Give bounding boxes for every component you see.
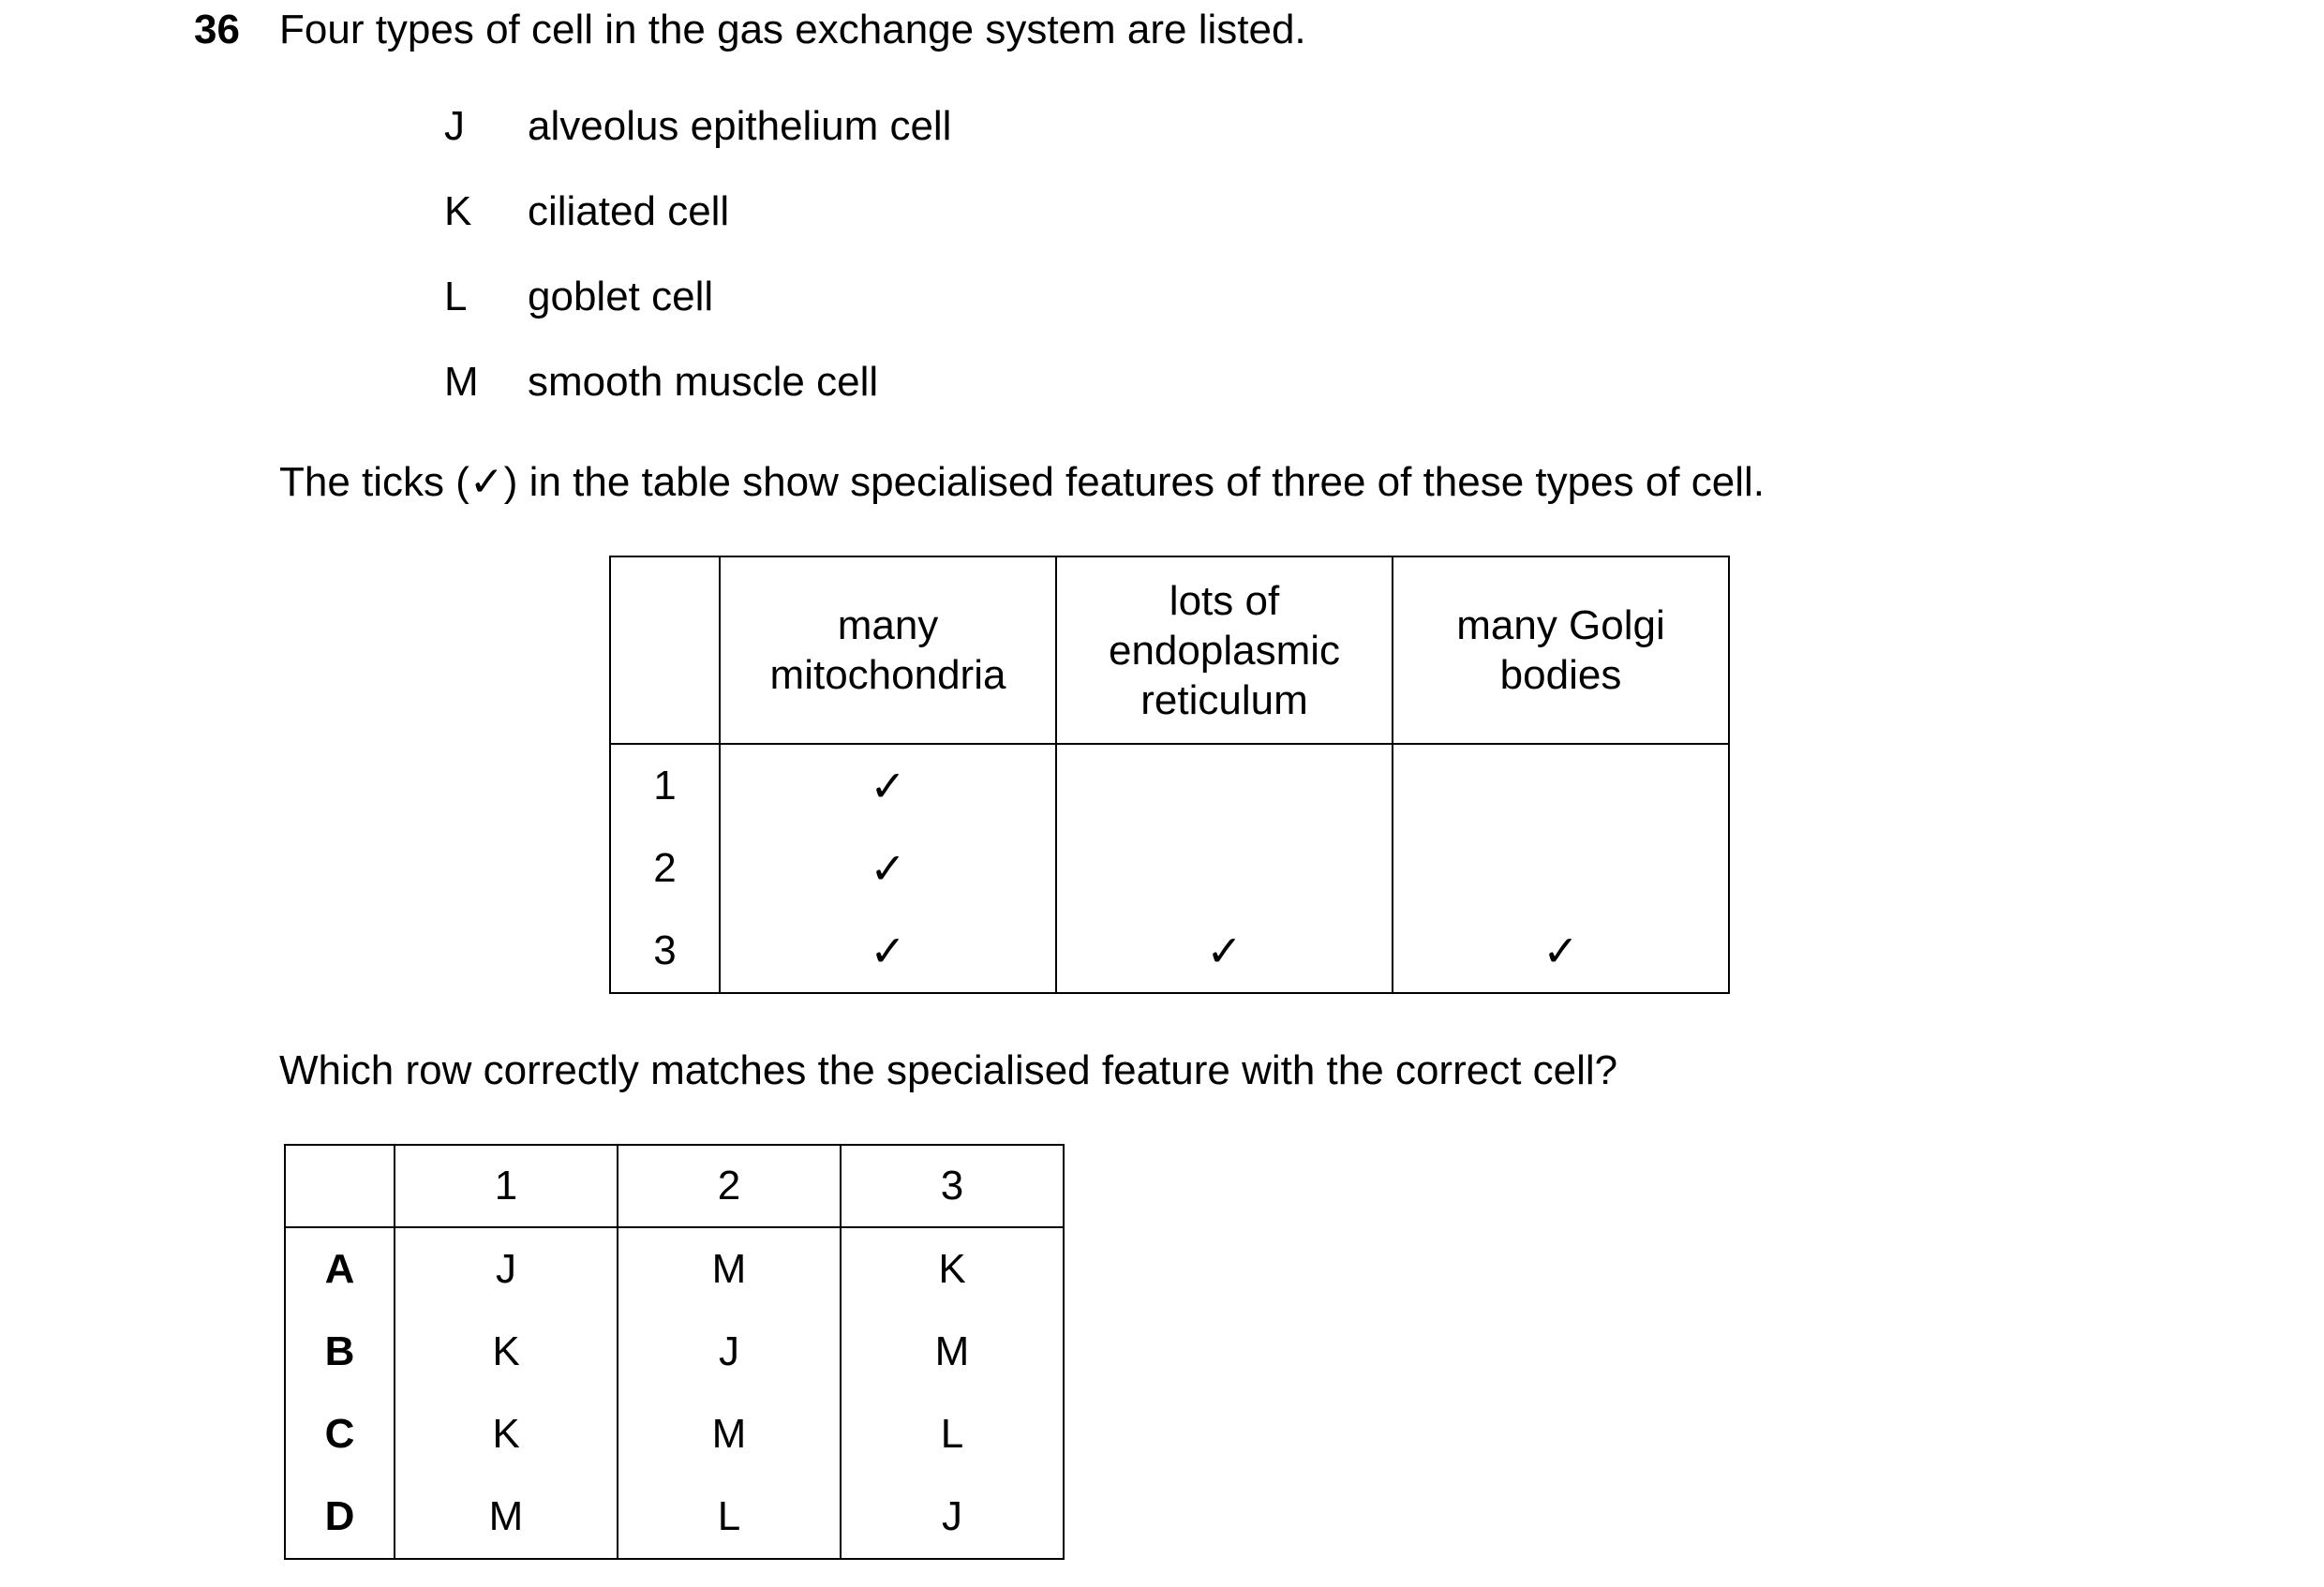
cell-name-m: smooth muscle cell [528, 359, 879, 405]
row-label-column [610, 744, 720, 993]
answer-cell: L [940, 1411, 964, 1457]
option-letter-b[interactable]: B [324, 1328, 355, 1374]
option-letter-d[interactable]: D [324, 1493, 355, 1539]
tick-mark: ✓ [870, 761, 906, 811]
feature-table-corner-cell [610, 556, 720, 744]
cell-letter-m: M [444, 359, 479, 405]
feature-table-body-row [610, 744, 1729, 993]
feature-table-header-row [610, 556, 1729, 744]
answer-table-corner-cell [285, 1145, 395, 1227]
header-line: lots of [1169, 577, 1280, 624]
answer-header-1: 1 [395, 1145, 618, 1227]
cell-name-l: goblet cell [528, 274, 714, 319]
tick-mark [1057, 827, 1392, 910]
header-line: many [837, 602, 939, 648]
question-text: Four types of cell in the gas exchange system are listed. [279, 7, 1306, 52]
answer-table-header-row [285, 1145, 1064, 1227]
answer-column-2 [618, 1227, 841, 1559]
header-line: many Golgi [1456, 602, 1665, 648]
golgi-bodies-column [1393, 744, 1729, 993]
option-letter-c[interactable]: C [324, 1411, 355, 1457]
answer-cell: K [492, 1328, 520, 1374]
cell-name-j: alveolus epithelium cell [528, 103, 952, 149]
answer-cell: M [711, 1246, 747, 1292]
answer-table [284, 1144, 1065, 1560]
cell-name-k: ciliated cell [528, 188, 730, 234]
header-line: mitochondria [769, 652, 1006, 698]
answer-column-1 [395, 1227, 618, 1559]
option-letter-column [285, 1227, 395, 1559]
answer-cell: K [938, 1246, 966, 1292]
answer-cell: M [934, 1328, 970, 1374]
row-label-2: 2 [653, 845, 677, 891]
answer-cell: J [719, 1328, 739, 1374]
answer-cell: M [711, 1411, 747, 1457]
feature-header-endoplasmic-reticulum [1056, 556, 1393, 744]
answer-cell: K [492, 1411, 520, 1457]
header-line: bodies [1499, 652, 1622, 698]
tick-mark: ✓ [870, 926, 906, 976]
mitochondria-column [720, 744, 1056, 993]
cell-letter-k: K [444, 188, 472, 234]
feature-header-mitochondria [720, 556, 1056, 744]
header-line: reticulum [1140, 676, 1308, 723]
header-line: endoplasmic [1108, 627, 1341, 674]
endoplasmic-reticulum-column [1056, 744, 1393, 993]
tick-mark [1393, 827, 1728, 910]
cell-letter-j: J [444, 103, 465, 149]
answer-column-3 [841, 1227, 1064, 1559]
tick-mark: ✓ [870, 843, 906, 894]
tick-mark: ✓ [1542, 926, 1579, 976]
question-number: 36 [194, 7, 240, 52]
answer-cell: J [942, 1493, 962, 1539]
answer-table-body-row [285, 1227, 1064, 1559]
option-letter-a[interactable]: A [324, 1246, 355, 1292]
answer-cell: L [717, 1493, 741, 1539]
cell-letter-l: L [444, 274, 468, 319]
answer-cell: J [496, 1246, 516, 1292]
tick-mark: ✓ [1206, 926, 1243, 976]
feature-header-golgi-bodies [1393, 556, 1729, 744]
question-prompt: Which row correctly matches the specialised feature with the correct cell? [279, 1047, 1618, 1093]
tick-mark [1057, 745, 1392, 827]
row-label-3: 3 [653, 927, 677, 973]
answer-header-3: 3 [841, 1145, 1064, 1227]
row-label-1: 1 [653, 763, 677, 808]
table-intro-text: The ticks (✓) in the table show specialised features of three of these types of cell. [279, 459, 1765, 505]
answer-cell: M [488, 1493, 524, 1539]
feature-table [609, 556, 1730, 994]
tick-mark [1393, 745, 1728, 827]
answer-header-2: 2 [618, 1145, 841, 1227]
